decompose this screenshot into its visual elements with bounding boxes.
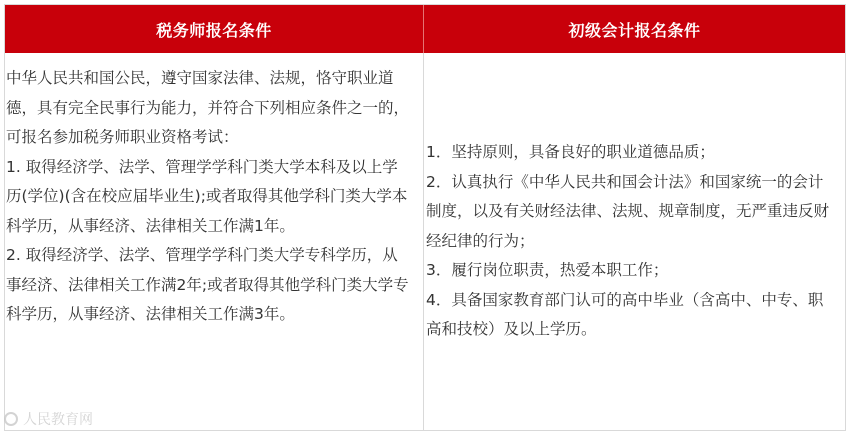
- header-junior-accountant: 初级会计报名条件: [568, 20, 701, 40]
- junior-accountant-condition-2: 2．认真执行《中华人民共和国会计法》和国家统一的会计制度，以及有关财经法律、法规、规章制度，无严重违反财经纪律的行为；: [426, 172, 830, 250]
- tax-advisor-condition-1: 1. 取得经济学、法学、管理学学科门类大学本科及以上学历(学位)(含在校应届毕业生);或者取得其他学科门类大学本科学历，从事经济、法律相关工作满1年。: [6, 157, 408, 235]
- junior-accountant-condition-1: 1．坚持原则，具备良好的职业道德品质；: [426, 143, 715, 162]
- watermark-logo-icon: [4, 412, 18, 426]
- junior-accountant-condition-3: 3．履行岗位职责，热爱本职工作；: [426, 261, 669, 280]
- junior-accountant-conditions-cell: [424, 53, 845, 430]
- tax-advisor-intro: 中华人民共和国公民，遵守国家法律、法规，恪守职业道德，具有完全民事行为能力，并符合下列相应条件之一的，可报名参加税务师职业资格考试：: [6, 69, 410, 146]
- tax-advisor-conditions-cell: [5, 53, 424, 430]
- requirements-table: [4, 4, 846, 431]
- tax-advisor-condition-2: 2. 取得经济学、法学、管理学学科门类大学专科学历，从事经济、法律相关工作满2年;或者取得其他学科门类大学专科学历，从事经济、法律相关工作满3年。: [6, 246, 409, 323]
- table-header: [5, 5, 845, 53]
- watermark: [4, 409, 93, 429]
- junior-accountant-condition-4: 4．具备国家教育部门认可的高中毕业（含高中、中专、职高和技校）及以上学历。: [426, 290, 824, 339]
- watermark-text: 人民教育网: [23, 412, 93, 428]
- header-tax-advisor: 税务师报名条件: [5, 5, 424, 53]
